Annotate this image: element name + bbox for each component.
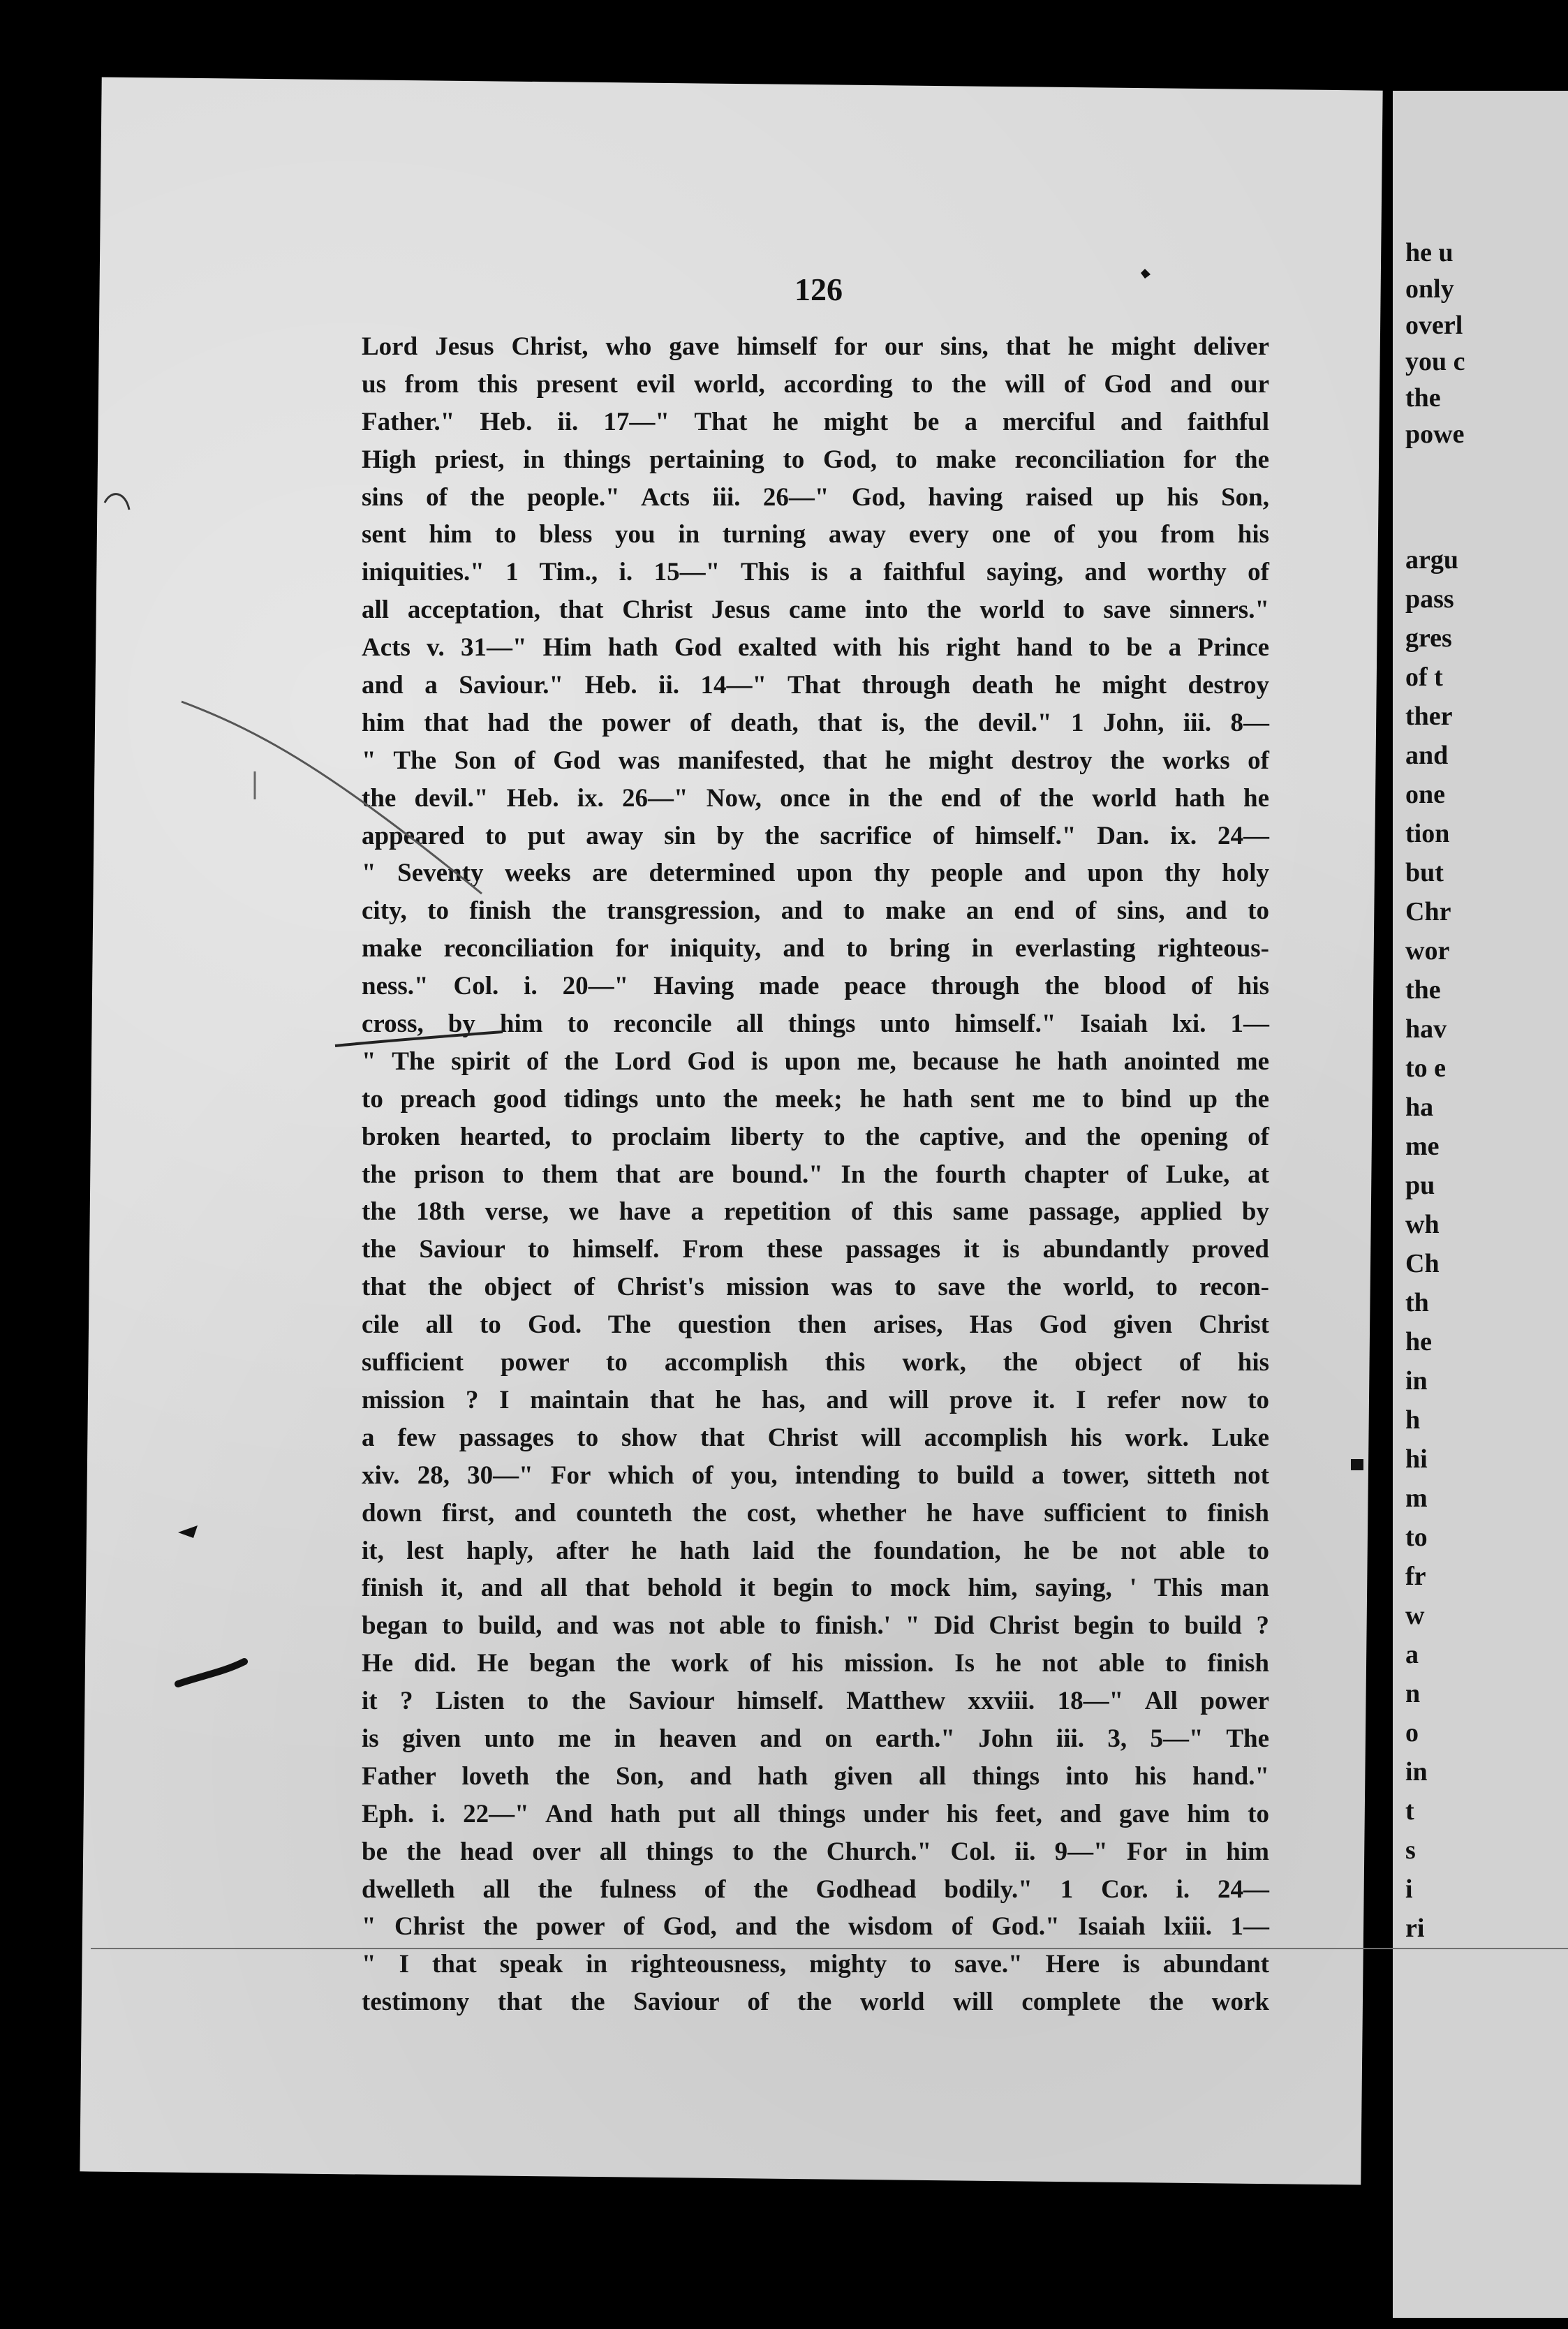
facing-page-fragment: pu bbox=[1405, 1171, 1435, 1200]
facing-page-fragment: wor bbox=[1405, 936, 1450, 966]
text-line: appeared to put away sin by the sacrifice of himself." Dan. ix. 24— bbox=[362, 821, 1269, 850]
facing-page-fragment: overl bbox=[1405, 311, 1463, 340]
facing-page-fragment: i bbox=[1405, 1875, 1413, 1904]
text-line: sufficient power to accomplish this work, the object of his bbox=[362, 1348, 1269, 1377]
text-line: finish it, and all that behold it begin to mock him, saying, ' This man bbox=[362, 1574, 1269, 1603]
ink-blot bbox=[1351, 1459, 1363, 1470]
text-line: us from this present evil world, according to the will of God and our bbox=[362, 369, 1269, 399]
facing-page-fragment: the bbox=[1405, 975, 1441, 1005]
text-line: the prison to them that are bound." In the fourth chapter of Luke, at bbox=[362, 1160, 1269, 1189]
text-line: " The Son of God was manifested, that he might destroy the works of bbox=[362, 746, 1269, 775]
text-line: ness." Col. i. 20—" Having made peace through the blood of his bbox=[362, 972, 1269, 1001]
facing-page-fragment: only bbox=[1405, 274, 1454, 304]
facing-page-fragment: in bbox=[1405, 1366, 1428, 1396]
text-line: " Seventy weeks are determined upon thy people and upon thy holy bbox=[362, 859, 1269, 888]
facing-page-fragment: ri bbox=[1405, 1914, 1425, 1943]
text-line: the Saviour to himself. From these passages it is abundantly proved bbox=[362, 1235, 1269, 1264]
dot-mark bbox=[1141, 269, 1151, 279]
facing-page-fragment: to e bbox=[1405, 1053, 1447, 1083]
text-line: Father." Heb. ii. 17—" That he might be a merciful and faithful bbox=[362, 407, 1269, 436]
text-line: and a Saviour." Heb. ii. 14—" That through death he might destroy bbox=[362, 671, 1269, 700]
facing-page-fragment: one bbox=[1405, 780, 1445, 809]
text-line: " The spirit of the Lord God is upon me, because he hath anointed me bbox=[362, 1047, 1269, 1076]
text-line: sent him to bless you in turning away every one of you from his bbox=[362, 520, 1269, 549]
text-line: a few passages to show that Christ will accomplish his work. Luke bbox=[362, 1423, 1269, 1452]
text-line: dwelleth all the fulness of the Godhead bodily." 1 Cor. i. 24— bbox=[362, 1875, 1269, 1904]
facing-page-fragment: n bbox=[1405, 1679, 1421, 1708]
facing-page-fragment: of t bbox=[1405, 663, 1443, 692]
text-line: that the object of Christ's mission was to save the world, to recon- bbox=[362, 1273, 1269, 1302]
facing-page-fragment: and bbox=[1405, 741, 1449, 770]
facing-page-fragment: the bbox=[1405, 383, 1441, 413]
facing-page-fragment: fr bbox=[1405, 1562, 1426, 1591]
text-line: Eph. i. 22—" And hath put all things under his feet, and gave him to bbox=[362, 1799, 1269, 1828]
facing-page-fragment: Chr bbox=[1405, 897, 1451, 926]
facing-page-fragment: o bbox=[1405, 1718, 1419, 1747]
text-line: be the head over all things to the Church." Col. ii. 9—" For in him bbox=[362, 1837, 1269, 1866]
diagonal-pencil-line bbox=[182, 702, 482, 894]
margin-pencil-mark bbox=[105, 494, 129, 510]
facing-page-fragment: powe bbox=[1405, 420, 1465, 449]
text-line: broken hearted, to proclaim liberty to the captive, and the opening of bbox=[362, 1122, 1269, 1151]
text-line: cile all to God. The question then arises, Has God given Christ bbox=[362, 1310, 1269, 1340]
facing-page-fragment: you c bbox=[1405, 347, 1465, 376]
facing-page-fragment: s bbox=[1405, 1835, 1416, 1865]
ink-smudge bbox=[178, 1662, 244, 1684]
text-line: " I that speak in righteousness, mighty to save." Here is abundant bbox=[362, 1950, 1269, 1979]
text-line: city, to finish the transgression, and to make an end of sins, and to bbox=[362, 896, 1269, 926]
text-line: Acts v. 31—" Him hath God exalted with his right hand to be a Prince bbox=[362, 633, 1269, 663]
text-line: " Christ the power of God, and the wisdom of God." Isaiah lxiii. 1— bbox=[362, 1912, 1269, 1942]
text-line: the 18th verse, we have a repetition of this same passage, applied by bbox=[362, 1197, 1269, 1227]
facing-page-fragment: he bbox=[1405, 1327, 1432, 1356]
text-line: High priest, in things pertaining to God, to make reconciliation for the bbox=[362, 445, 1269, 474]
text-line: the devil." Heb. ix. 26—" Now, once in the end of the world hath he bbox=[362, 783, 1269, 813]
text-line: to preach good tidings unto the meek; he hath sent me to bind up the bbox=[362, 1084, 1269, 1114]
facing-page-fragment: gres bbox=[1405, 623, 1452, 653]
text-line: sins of the people." Acts iii. 26—" God, having raised up his Son, bbox=[362, 482, 1269, 512]
text-line: began to build, and was not able to finish.' " Did Christ begin to build ? bbox=[362, 1611, 1269, 1641]
facing-page-fragment: a bbox=[1405, 1640, 1419, 1669]
text-line: xiv. 28, 30—" For which of you, intending to build a tower, sitteth not bbox=[362, 1461, 1269, 1490]
text-line: him that had the power of death, that is, the devil." 1 John, iii. 8— bbox=[362, 708, 1269, 737]
facing-page-fragment: ha bbox=[1405, 1093, 1434, 1122]
text-line: mission ? I maintain that he has, and will prove it. I refer now to bbox=[362, 1385, 1269, 1414]
text-line: down first, and counteth the cost, whether he have sufficient to finish bbox=[362, 1498, 1269, 1528]
facing-page-fragment: ther bbox=[1405, 702, 1453, 731]
text-line: Lord Jesus Christ, who gave himself for our sins, that he might deliver bbox=[362, 332, 1269, 361]
text-line: iniquities." 1 Tim., i. 15—" This is a faithful saying, and worthy of bbox=[362, 558, 1269, 587]
facing-page-fragment: Ch bbox=[1405, 1249, 1440, 1278]
facing-page-fragment: wh bbox=[1405, 1210, 1440, 1239]
facing-page-fragment: tion bbox=[1405, 819, 1450, 848]
facing-page-fragment: hi bbox=[1405, 1444, 1428, 1474]
text-line: it, lest haply, after he hath laid the foundation, he be not able to bbox=[362, 1536, 1269, 1565]
text-line: make reconciliation for iniquity, and to bring in everlasting righteous- bbox=[362, 934, 1269, 963]
text-line: it ? Listen to the Saviour himself. Matthew xxviii. 18—" All power bbox=[362, 1687, 1269, 1716]
facing-page-fragment: w bbox=[1405, 1601, 1425, 1630]
facing-page-fragment: m bbox=[1405, 1484, 1428, 1513]
facing-page-fragment: h bbox=[1405, 1405, 1421, 1435]
facing-page-fragment: me bbox=[1405, 1132, 1440, 1161]
text-line: testimony that the Saviour of the world will complete the work bbox=[362, 1988, 1269, 2017]
text-line: is given unto me in heaven and on earth." John iii. 3, 5—" The bbox=[362, 1724, 1269, 1753]
facing-page-fragment: but bbox=[1405, 858, 1444, 887]
facing-page-fragment: in bbox=[1405, 1757, 1428, 1787]
text-line: He did. He began the work of his mission. Is he not able to finish bbox=[362, 1649, 1269, 1678]
facing-page-fragment: to bbox=[1405, 1523, 1428, 1552]
text-line: cross, by him to reconcile all things unto himself." Isaiah lxi. 1— bbox=[362, 1010, 1269, 1039]
facing-page-fragment: t bbox=[1405, 1796, 1414, 1826]
page-number: 126 bbox=[794, 272, 843, 307]
facing-page-fragment: pass bbox=[1405, 584, 1454, 614]
underline-stroke bbox=[335, 1032, 503, 1046]
facing-page-fragment: th bbox=[1405, 1288, 1429, 1317]
facing-page-fragment: he u bbox=[1405, 238, 1454, 267]
facing-page-fragment: argu bbox=[1405, 545, 1458, 575]
ink-blot bbox=[178, 1525, 198, 1538]
text-line: Father loveth the Son, and hath given all things into his hand." bbox=[362, 1761, 1269, 1791]
text-line: all acceptation, that Christ Jesus came into the world to save sinners." bbox=[362, 596, 1269, 625]
facing-page-fragment: hav bbox=[1405, 1014, 1447, 1044]
